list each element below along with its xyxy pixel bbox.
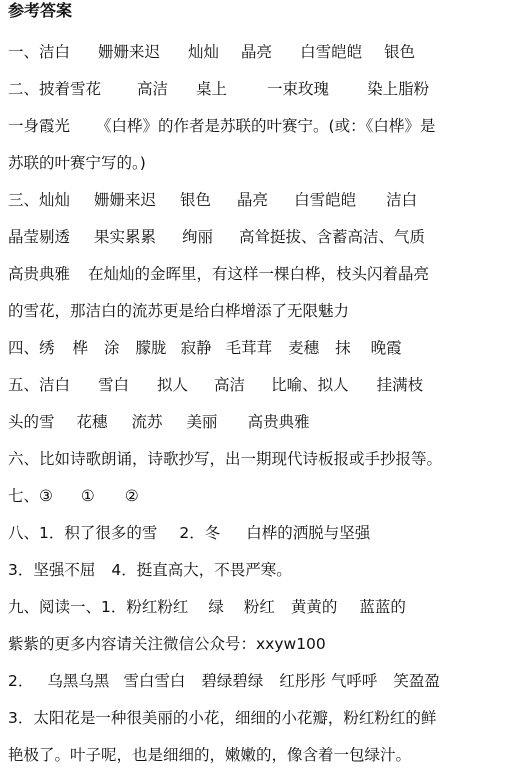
answer-text: 晚霞 — [370, 339, 402, 357]
answer-text: 4．挺直高大，不畏严寒。 — [111, 561, 292, 579]
answer-text: 寂静 — [180, 339, 212, 357]
answer-text: 苏联的叶赛宁写的。) — [8, 154, 146, 172]
answer-text: 涂 — [104, 339, 120, 357]
answer-text: 白雪皑皑 — [294, 191, 357, 209]
answer-text: 2．冬 — [179, 524, 221, 542]
answer-text: 朦胧 — [135, 339, 167, 357]
answer-text: 四、绣 — [8, 339, 55, 357]
answer-text: 一束玫瑰 — [267, 80, 330, 98]
answer-text: 抹 — [335, 339, 351, 357]
answer-text: 绚丽 — [182, 228, 214, 246]
answer-text: 碧绿碧绿 — [201, 672, 264, 690]
answer-text: 桦 — [72, 339, 89, 357]
answer-text: 麦穗 — [288, 339, 320, 357]
answer-text: 雪白 — [98, 376, 130, 394]
answer-text: 3．坚强不屈 — [8, 561, 96, 579]
answer-text: 一身霞光 — [8, 117, 71, 135]
answer-text: 绿 — [208, 598, 224, 616]
answer-text: 三、灿灿 — [8, 191, 71, 209]
answer-text: 九、阅读一、1．粉红粉红 — [8, 598, 189, 616]
answer-lines — [8, 34, 505, 774]
answer-text: 姗姗来迟 — [98, 43, 161, 61]
answer-text: 桌上 — [196, 80, 228, 98]
answer-text: 挂满枝 — [376, 376, 424, 394]
answer-text: 六、比如诗歌朗诵，诗歌抄写，出一期现代诗板报或手抄报等。 — [8, 450, 443, 468]
answer-line — [8, 293, 505, 330]
answer-text: 毛茸茸 — [225, 339, 273, 357]
answer-text: 银色 — [180, 191, 212, 209]
answer-text: 灿灿 — [188, 43, 220, 61]
answer-text: 蓝蓝的 — [359, 598, 406, 616]
answer-text: ① — [80, 487, 95, 505]
answer-text: 的雪花，那洁白的流苏更是给白桦增添了无限魅力 — [8, 302, 350, 320]
answer-text: 红彤彤 气呼呼 — [279, 672, 378, 690]
page-title: 参考答案 — [8, 1, 73, 20]
answer-text: 高贵典雅 — [8, 265, 71, 283]
answer-text: 艳极了。叶子呢，也是细细的，嫩嫩的，像含着一包绿汁。 — [8, 746, 412, 764]
answer-line — [8, 108, 505, 145]
answer-text: 比喻、拟人 — [271, 376, 349, 394]
answer-text: 紫紫的更多内容请关注微信公众号：xxyw100 — [8, 635, 326, 653]
answer-line — [8, 182, 505, 219]
answer-line — [8, 34, 505, 71]
answer-text: 流苏 — [131, 413, 163, 431]
answer-text: 笑盈盈 — [393, 672, 440, 690]
answer-text: 3．太阳花是一种很美丽的小花，细细的小花瓣，粉红粉红的鲜 — [8, 709, 437, 727]
answer-text: 花穗 — [76, 413, 108, 431]
answer-line — [8, 219, 505, 256]
answer-text: 银色 — [384, 43, 416, 61]
answer-text: 高贵典雅 — [247, 413, 310, 431]
answer-sheet — [0, 2, 515, 778]
answer-text: 晶亮 — [241, 43, 273, 61]
answer-line — [8, 552, 505, 589]
answer-text: ② — [124, 487, 139, 505]
answer-line — [8, 478, 505, 515]
answer-text: 雪白雪白 — [123, 672, 186, 690]
answer-text: 《白桦》的作者是苏联的叶赛宁。(或：《白桦》是 — [96, 117, 436, 135]
answer-text: 七、③ — [8, 487, 53, 505]
answer-line — [8, 515, 505, 552]
answer-text: 乌黑乌黑 — [47, 672, 110, 690]
answer-line — [8, 441, 505, 478]
answer-line — [8, 737, 505, 774]
answer-text: 染上脂粉 — [367, 80, 430, 98]
answer-line — [8, 589, 505, 626]
answer-text: 姗姗来迟 — [94, 191, 157, 209]
answer-line — [8, 700, 505, 737]
answer-text: 晶亮 — [237, 191, 269, 209]
answer-text: 在灿灿的金晖里，有这样一棵白桦，枝头闪着晶亮 — [88, 265, 430, 283]
answer-text: 高耸挺拔、含蓄高洁、气质 — [239, 228, 426, 246]
answer-text: 美丽 — [186, 413, 218, 431]
answer-text: 2． — [8, 672, 34, 690]
answer-line — [8, 626, 505, 663]
answer-text: 八、1．积了很多的雪 — [8, 524, 158, 542]
answer-text: 白桦的洒脱与坚强 — [246, 524, 371, 542]
answer-text: 五、洁白 — [8, 376, 71, 394]
answer-text: 晶莹剔透 — [8, 228, 71, 246]
answer-text: 白雪皑皑 — [300, 43, 363, 61]
answer-line — [8, 330, 505, 367]
answer-line — [8, 663, 505, 700]
answer-text: 洁白 — [386, 191, 418, 209]
answer-text: 一、洁白 — [8, 43, 71, 61]
answer-text: 二、披着雪花 — [8, 80, 102, 98]
answer-text: 高洁 — [137, 80, 169, 98]
answer-text: 粉红 — [243, 598, 275, 616]
answer-text: 黄黄的 — [290, 598, 338, 616]
answer-text: 拟人 — [157, 376, 189, 394]
answer-text: 高洁 — [214, 376, 246, 394]
answer-text: 果实累累 — [94, 228, 157, 246]
answer-line — [8, 145, 505, 182]
answer-line — [8, 404, 505, 441]
answer-line — [8, 367, 505, 404]
answer-text: 头的雪 — [8, 413, 55, 431]
answer-line — [8, 256, 505, 293]
answer-line — [8, 71, 505, 108]
